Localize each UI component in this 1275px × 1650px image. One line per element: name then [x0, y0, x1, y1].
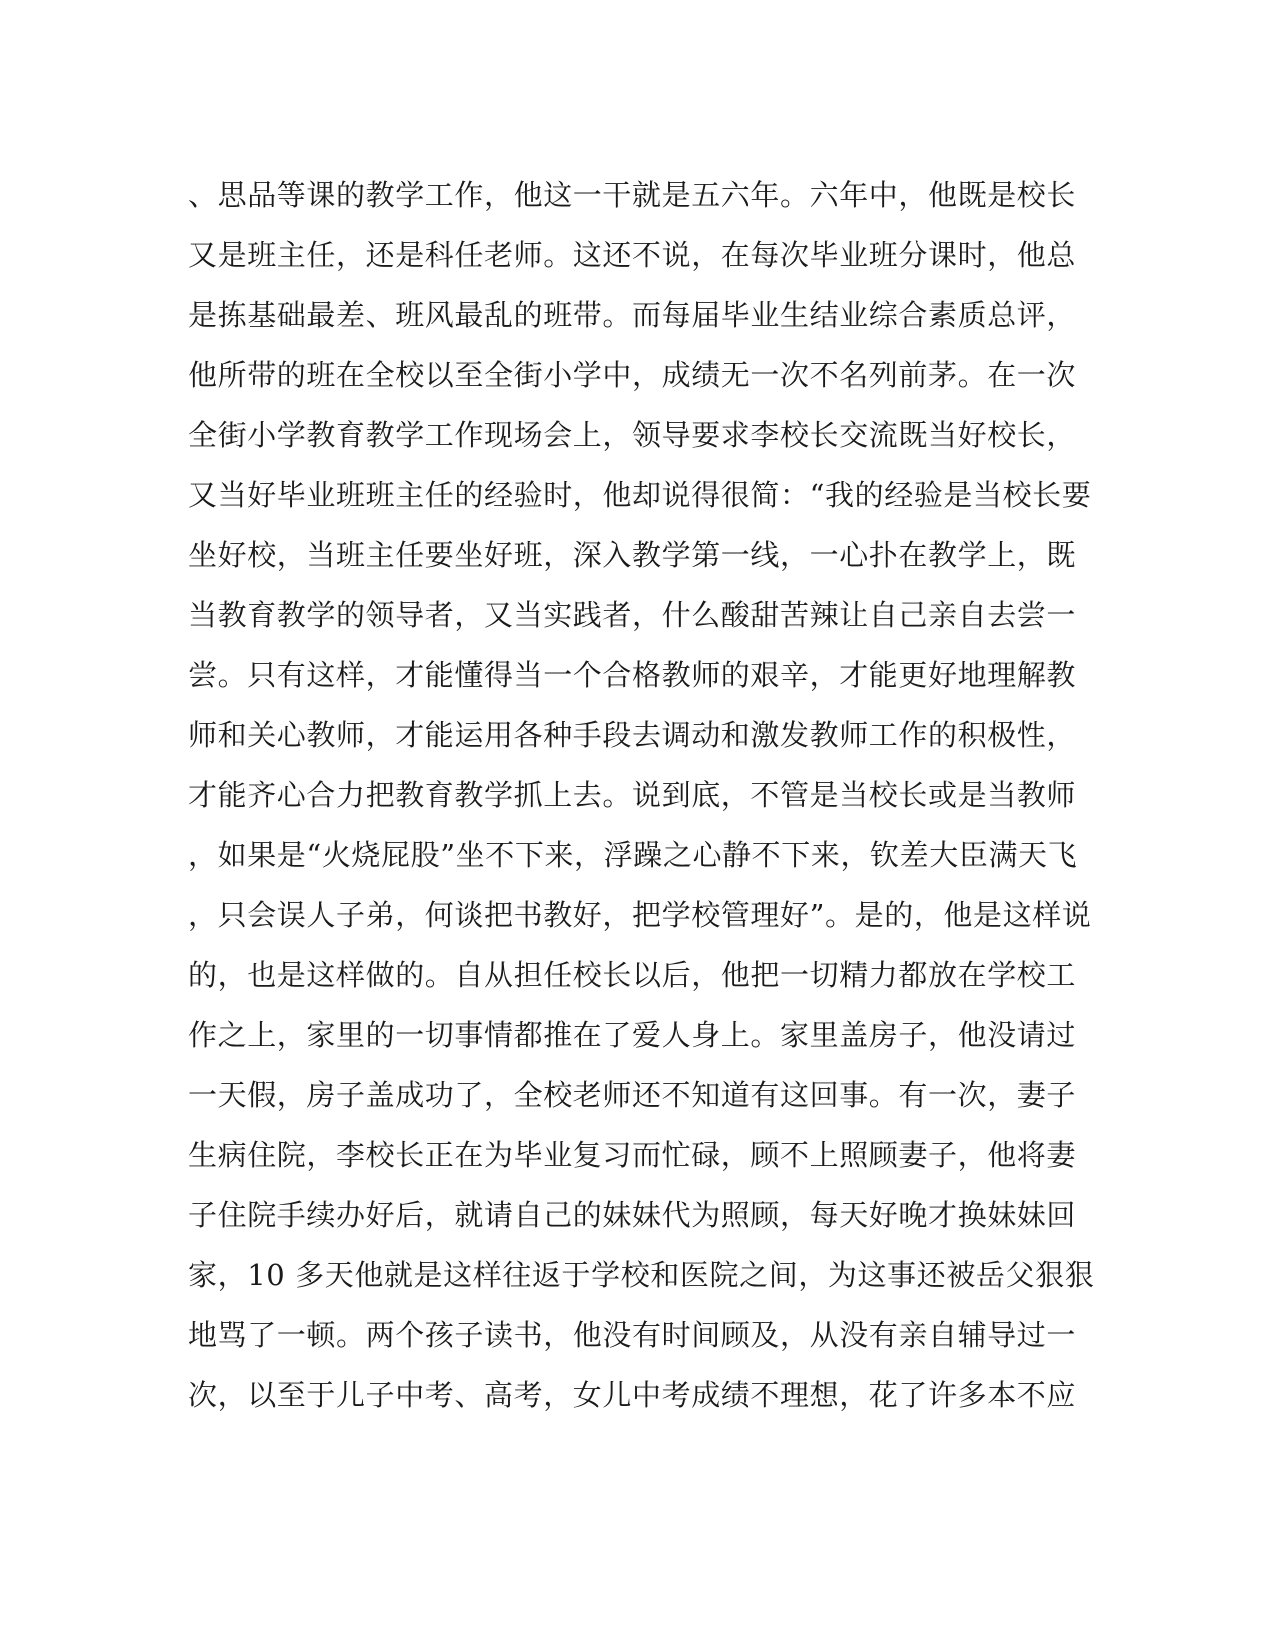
text-line: ，如果是“火烧屁股”坐不下来，浮躁之心静不下来，钦差大臣满天飞 — [188, 838, 1078, 872]
body-text — [188, 165, 1095, 1425]
text-line: 地骂了一顿。两个孩子读书，他没有时间顾及，从没有亲自辅导过一 — [188, 1318, 1077, 1352]
text-line: 师和关心教师，才能运用各种手段去调动和激发教师工作的积极性， — [188, 718, 1077, 752]
text-line: 子住院手续办好后，就请自己的妹妹代为照顾，每天好晚才换妹妹回 — [188, 1198, 1077, 1232]
text-line: ，只会误人子弟，何谈把书教好，把学校管理好”。是的，他是这样说 — [188, 898, 1092, 932]
text-line: 当教育教学的领导者，又当实践者，什么酸甜苦辣让自己亲自去尝一 — [188, 598, 1077, 632]
text-line: 次，以至于儿子中考、高考，女儿中考成绩不理想，花了许多本不应 — [188, 1378, 1077, 1412]
text-line: 又当好毕业班班主任的经验时，他却说得很简：“我的经验是当校长要 — [188, 478, 1092, 512]
text-line: 又是班主任，还是科任老师。这还不说，在每次毕业班分课时，他总 — [188, 238, 1077, 272]
text-line: 、思品等课的教学工作，他这一干就是五六年。六年中，他既是校长 — [188, 178, 1077, 212]
text-line: 是拣基础最差、班风最乱的班带。而每届毕业生结业综合素质总评， — [188, 298, 1077, 332]
text-line: 全街小学教育教学工作现场会上，领导要求李校长交流既当好校长， — [188, 418, 1077, 452]
text-line: 生病住院，李校长正在为毕业复习而忙碌，顾不上照顾妻子，他将妻 — [188, 1138, 1077, 1172]
text-line: 的，也是这样做的。自从担任校长以后，他把一切精力都放在学校工 — [188, 958, 1077, 992]
text-line: 作之上，家里的一切事情都推在了爱人身上。家里盖房子，他没请过 — [188, 1018, 1077, 1052]
text-line: 家，10 多天他就是这样往返于学校和医院之间，为这事还被岳父狠狠 — [188, 1258, 1095, 1292]
text-line: 尝。只有这样，才能懂得当一个合格教师的艰辛，才能更好地理解教 — [188, 658, 1077, 692]
text-line: 才能齐心合力把教育教学抓上去。说到底，不管是当校长或是当教师 — [188, 778, 1077, 812]
text-line: 坐好校，当班主任要坐好班，深入教学第一线，一心扑在教学上，既 — [188, 538, 1077, 572]
text-line: 他所带的班在全校以至全街小学中，成绩无一次不名列前茅。在一次 — [188, 358, 1077, 392]
text-line: 一天假，房子盖成功了，全校老师还不知道有这回事。有一次，妻子 — [188, 1078, 1077, 1112]
